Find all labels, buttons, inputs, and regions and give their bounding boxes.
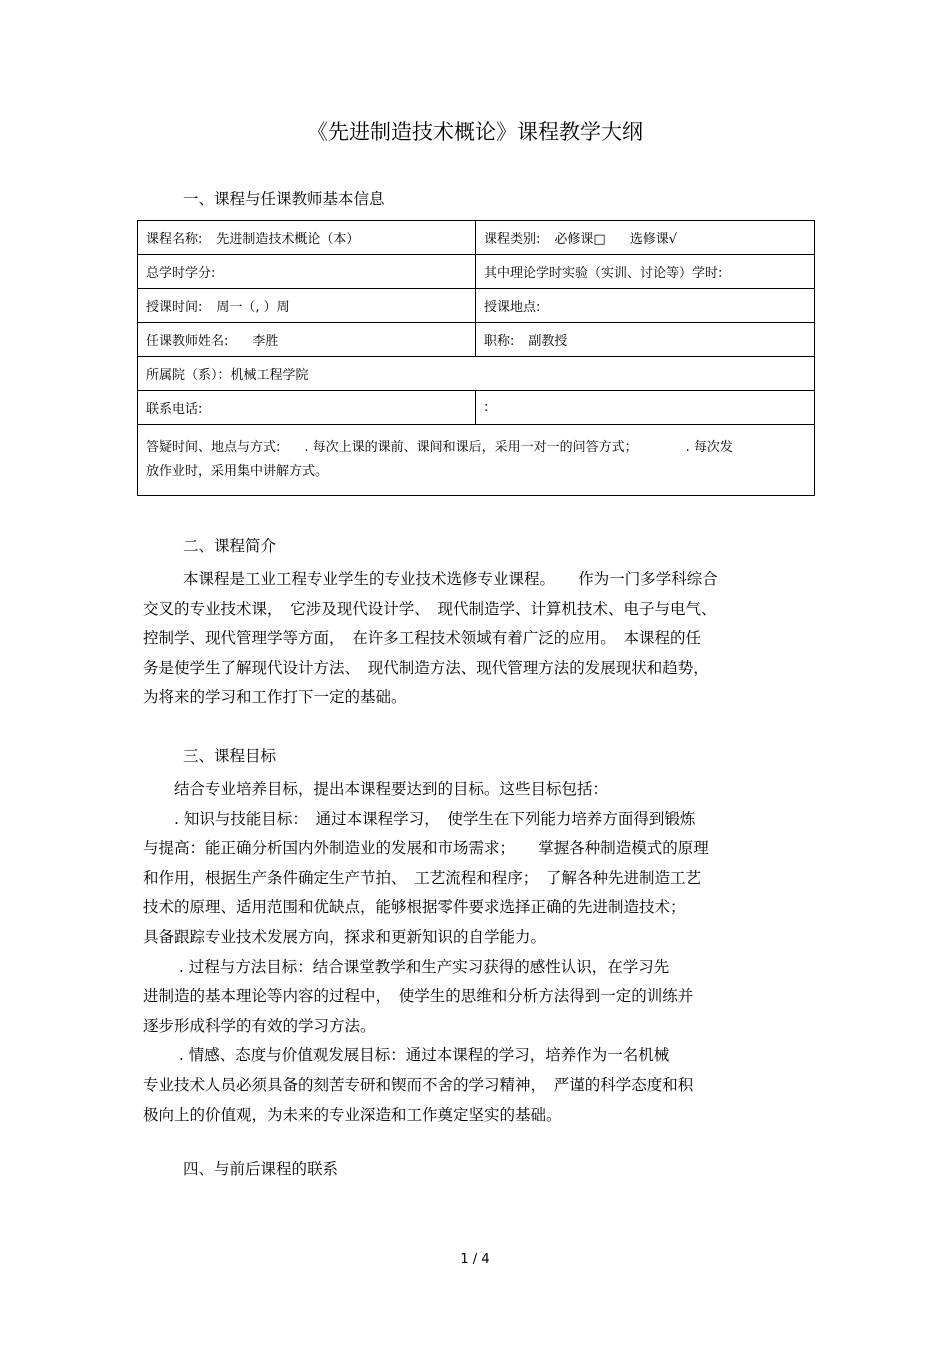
table-row <box>138 221 815 255</box>
course-type-required: 必修课□ <box>554 232 606 247</box>
table-row <box>138 323 815 357</box>
office-hours-text-3: 放作业时，采用集中讲解方式。 <box>146 464 329 479</box>
table-row <box>138 255 815 289</box>
table-cell <box>138 357 815 391</box>
table-row <box>138 289 815 323</box>
table-cell <box>476 323 815 357</box>
paragraph-line: 具备跟踪专业技术发展方向，探求和更新知识的自学能力。 <box>143 927 547 946</box>
paragraph-line: 技术的原理、适用范围和优缺点，能够根据零件要求选择正确的先进制造技术； <box>143 898 686 917</box>
page-number: 1 / 4 <box>460 1252 490 1267</box>
table-cell <box>138 323 476 357</box>
paragraph-line: 专业技术人员必须具备的刻苦专研和锲而不舍的学习精神， 严谨的科学态度和积 <box>143 1075 694 1094</box>
paragraph-line: 为将来的学习和工作打下一定的基础。 <box>143 688 407 707</box>
paragraph-line: 本课程是工业工程专业学生的专业技术选修专业课程。 作为一门多学科综合 <box>183 570 718 588</box>
paragraph-line: . 过程与方法目标：结合课堂教学和生产实习获得的感性认识，在学习先 <box>143 957 670 976</box>
email-label: : <box>484 400 489 415</box>
course-type-elective: 选修课√ <box>629 232 677 247</box>
course-name-value: 先进制造技术概论（本） <box>216 232 360 247</box>
course-type-label: 课程类别: <box>484 232 541 247</box>
paragraph-line: 和作用，根据生产条件确定生产节拍、 工艺流程和程序； 了解各种先进制造工艺 <box>143 868 702 887</box>
table-cell <box>138 391 476 425</box>
department-value: 机械工程学院 <box>230 368 309 383</box>
office-hours-text-2: . 每次发 <box>685 440 733 455</box>
course-objectives <box>143 775 809 1130</box>
table-cell <box>476 221 815 255</box>
section-heading-basic-info: 一、课程与任课教师基本信息 <box>183 190 385 208</box>
section-heading-objectives: 三、课程目标 <box>183 747 277 765</box>
paragraph-line: . 知识与技能目标： 通过本课程学习， 使学生在下列能力培养方面得到锻炼 <box>143 809 696 828</box>
teaching-time-label: 授课时间: <box>146 300 203 315</box>
table-row <box>138 425 815 496</box>
paragraph-line: 与提高：能正确分析国内外制造业的发展和市场需求； 掌握各种制造模式的原理 <box>143 839 709 858</box>
table-cell <box>138 255 476 289</box>
paragraph-line: 进制造的基本理论等内容的过程中， 使学生的思维和分析方法得到一定的训练并 <box>143 987 694 1006</box>
document-title: 《先进制造技术概论》课程教学大纲 <box>307 120 643 144</box>
department-label: 所属院（系）： <box>146 368 231 383</box>
paragraph-line: 务是使学生了解现代设计方法、 现代制造方法、现代管理方法的发展现状和趋势， <box>143 658 709 677</box>
course-introduction <box>143 565 809 713</box>
course-name-label: 课程名称: <box>146 232 203 247</box>
table-row <box>138 357 815 391</box>
section-heading-related-courses: 四、与前后课程的联系 <box>183 1160 339 1178</box>
table-cell <box>476 391 815 425</box>
table-cell <box>476 255 815 289</box>
teaching-location-label: 授课地点: <box>484 300 541 315</box>
teacher-name-value: 李胜 <box>252 334 279 349</box>
paragraph-line: 控制学、现代管理学等方面， 在许多工程技术领域有着广泛的应用。 本课程的任 <box>143 629 702 648</box>
phone-label: 联系电话: <box>146 402 203 417</box>
paragraph-line: 交叉的专业技术课， 它涉及现代设计学、 现代制造学、计算机技术、电子与电气、 <box>143 599 717 618</box>
paragraph-line: 结合专业培养目标，提出本课程要达到的目标。这些目标包括： <box>143 780 609 798</box>
theory-hours-label: 其中理论学时实验（实训、讨论等）学时: <box>484 266 723 281</box>
paragraph-line: . 情感、态度与价值观发展目标：通过本课程的学习，培养作为一名机械 <box>143 1046 670 1065</box>
teaching-time-value: 周一（, ）周 <box>216 300 290 315</box>
table-cell <box>138 289 476 323</box>
table-cell <box>476 289 815 323</box>
teacher-name-label: 任课教师姓名: <box>146 334 229 349</box>
course-info-table <box>137 220 815 496</box>
table-cell <box>138 221 476 255</box>
paragraph-line: 极向上的价值观，为未来的专业深造和工作奠定坚实的基础。 <box>143 1105 562 1124</box>
office-hours-label: 答疑时间、地点与方式: <box>146 440 281 455</box>
title-value: 副教授 <box>528 334 568 349</box>
paragraph-line: 逐步形成科学的有效的学习方法。 <box>143 1016 376 1035</box>
title-label: 职称: <box>484 334 515 349</box>
section-heading-introduction: 二、课程简介 <box>183 537 277 555</box>
total-hours-label: 总学时学分: <box>146 266 216 281</box>
table-cell <box>138 425 815 496</box>
office-hours-text-1: . 每次上课的课前、课间和课后，采用一对一的问答方式； <box>304 440 638 455</box>
table-row <box>138 391 815 425</box>
